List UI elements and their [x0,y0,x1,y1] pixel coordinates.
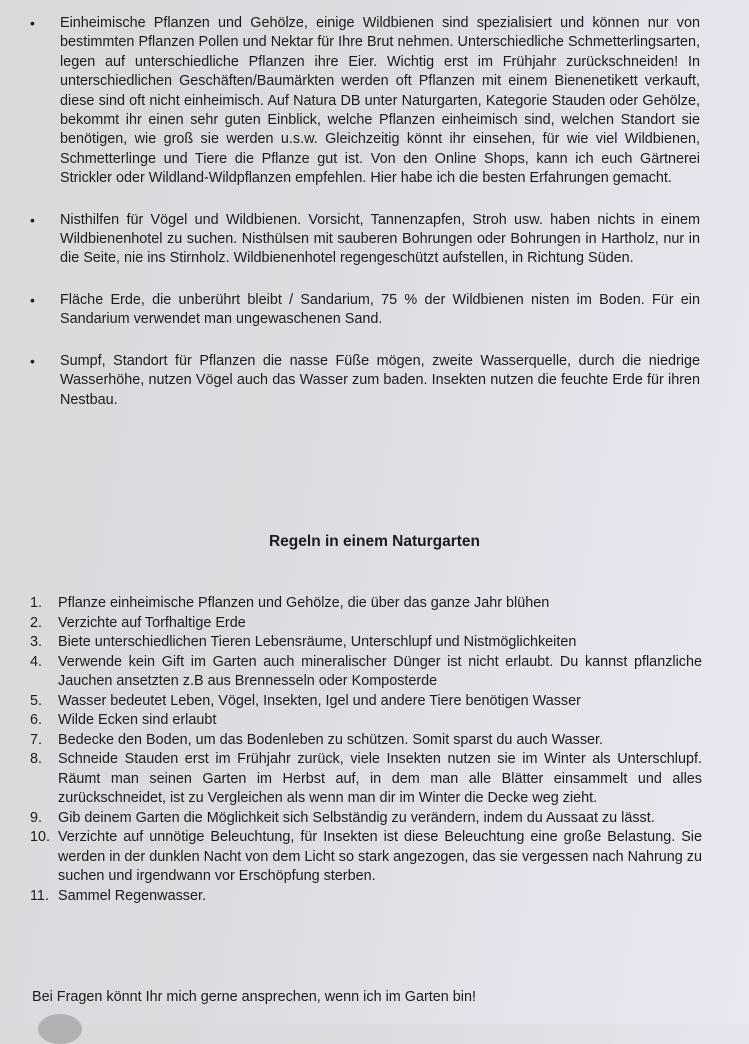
bullet-marker: • [30,291,35,308]
rule-number: 3. [30,634,43,650]
rule-text: Wasser bedeutet Leben, Vögel, Insekten, Igel und andere Tiere benötigen Wasser [58,692,581,709]
rule-item [30,594,702,614]
bullet-text: Einheimische Pflanzen und Gehölze, einige Wildbienen sind spezialisiert und können nur von bestimmten Pflanzen Pollen und Nektar für Ihre Brut nehmen. Unterschiedliche Schmetterlingsarten, legen auf unterschiedliche Pflanzen ihre Eier. Wichtig erst im Frühjahr zurückschneiden! In unterschiedlichen Geschäften/Baumärkten werden oft Pflanzen mit einem Bienenetikett verkauft, diese sind oft nicht einheimisch. Auf Natura DB unter Naturgarten, Kategorie Stauden oder Gehölze, bekommt ihr einen sehr guten Einblick, welche Pflanzen einheimisch sind, welchen Standort sie benötigen, wie groß sie werden u.s.w. Gleichzeitig könnt ihr einsehen, für wie viel Wildbienen, Schmetterlinge und Tiere die Pflanze gut ist. Von den Online Shops, kann ich euch Gärtnerei Strickler oder Wildland-Wildpflanzen empfehlen. Hier habe ich die besten Erfahrungen gemacht. [60,15,700,187]
rule-number: 9. [30,809,43,826]
section-heading: Regeln in einem Naturgarten [268,533,480,550]
rule-text: Verzichte auf unnötige Beleuchtung, für Insekten ist diese Beleuchtung eine große Belastung. Sie werden in der dunklen Nacht von dem Licht so stark angezogen, das sie vergessen nach Nahrung zu suchen und irgendwann vor Erschöpfung sterben. [58,829,702,884]
rule-number: 10. [30,829,51,845]
finger-shadow [38,1014,82,1044]
rule-text: Biete unterschiedlichen Tieren Lebensräume, Unterschlupf und Nistmöglichkeiten [58,634,577,650]
rule-number: 2. [30,614,43,631]
rule-text: Verwende kein Gift im Garten auch mineralischer Dünger ist nicht erlaubt. Du kannst pflanzliche Jauchen ansetzten z.B aus Brennesseln oder Komposterde [58,653,702,689]
rule-text: Sammel Regenwasser. [58,887,206,904]
rule-text: Gib deinem Garten die Möglichkeit sich Selbständig zu verändern, indem du Aussaat zu lässt. [58,809,655,826]
rule-item [30,731,702,751]
rule-item [30,614,702,634]
rule-item [30,750,702,809]
rule-item [30,653,702,692]
bullet-marker: • [30,15,35,31]
bullet-marker: • [30,211,35,228]
rule-number: 6. [30,712,43,728]
rule-number: 7. [30,731,43,748]
rules-list [30,594,702,906]
bullet-item [30,14,700,189]
rule-number: 5. [30,692,43,709]
rule-text: Pflanze einheimische Pflanzen und Gehölze, die über das ganze Jahr blühen [58,595,550,611]
rule-text: Verzichte auf Torfhaltige Erde [58,614,246,631]
bullet-text: Nisthilfen für Vögel und Wildbienen. Vorsicht, Tannenzapfen, Stroh usw. haben nichts in einem Wildbienenhotel zu suchen. Nisthülsen mit sauberen Bohrungen oder Bohrungen in Hartholz, nur in die Seite, nie ins Stirnholz. Wildbienenhotel regengeschützt aufstellen, in Richtung Süden. [60,211,700,267]
bullet-text: Sumpf, Standort für Pflanzen die nasse Füße mögen, zweite Wasserquelle, durch die niedrige Wasserhöhe, nutzen Vögel auch das Wasser zum baden. Insekten nutzen die feuchte Erde für ihren Nestbau. [60,352,700,408]
rule-item [30,692,702,712]
bullet-list [30,14,700,432]
bullet-item [30,291,700,330]
rule-item [30,711,702,731]
rule-number: 8. [30,751,43,767]
rule-number: 4. [30,653,43,670]
rule-item [30,887,702,907]
rule-item [30,828,702,887]
rule-text: Bedecke den Boden, um das Bodenleben zu schützen. Somit sparst du auch Wasser. [58,731,604,748]
rule-number: 11. [30,887,49,904]
rule-number: 1. [30,595,43,611]
rule-text: Schneide Stauden erst im Frühjahr zurück, viele Insekten nutzen sie im Winter als Unterschlupf. Räumt man seinen Garten im Herbst auf, in dem man alle Blätter einsammelt und alles zurückschneidet, ist zu Vergleichen als wenn man dir im Winter die Decke weg zieht. [58,751,702,806]
rule-text: Wilde Ecken sind erlaubt [58,712,217,728]
bullet-text: Fläche Erde, die unberührt bleibt / Sandarium, 75 % der Wildbienen nisten im Boden. Für ein Sandarium verwendet man ungewaschenen Sand. [60,291,700,328]
bullet-item [30,352,700,410]
footer-note: Bei Fragen könnt Ihr mich gerne ansprechen, wenn ich im Garten bin! [32,989,476,1005]
rule-item [30,809,702,829]
bullet-marker: • [30,352,35,369]
rule-item [30,633,702,653]
bullet-item [30,211,700,269]
